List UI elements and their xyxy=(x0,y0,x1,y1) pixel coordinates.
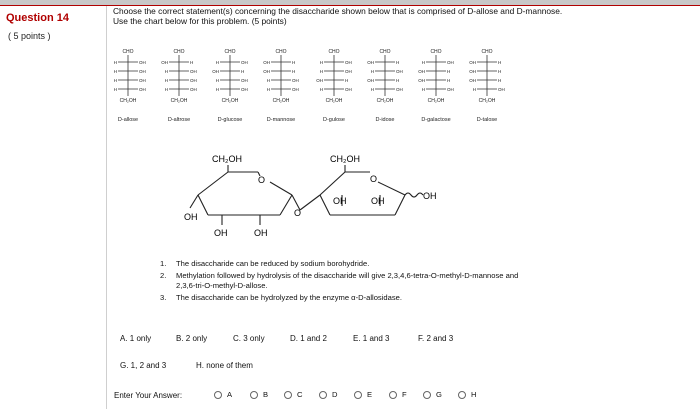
sugar-name-label: D-mannose xyxy=(266,117,296,123)
fischer-left-label: OH xyxy=(469,78,476,83)
fischer-top-group: CHO xyxy=(328,49,340,55)
fischer-bottom-group: CH₂OH xyxy=(170,98,188,104)
ring2-oxygen: O xyxy=(370,174,378,184)
fischer-left-label: OH xyxy=(263,69,270,74)
answer-radio-h[interactable] xyxy=(458,390,476,399)
fischer-right-label: OH xyxy=(190,87,197,92)
ring2-ch2oh: CH₂OH xyxy=(330,154,360,164)
fischer-left-label: H xyxy=(472,87,476,92)
radio-label: C xyxy=(297,390,303,399)
fischer-bottom-group: CH₂OH xyxy=(325,98,343,104)
fischer-right-label: H xyxy=(447,69,451,74)
fischer-bottom-group: CH₂OH xyxy=(272,98,290,104)
answer-radio-c[interactable] xyxy=(284,390,302,399)
statement-list xyxy=(160,259,520,305)
fischer-right-label: OH xyxy=(241,60,248,65)
radio-label: A xyxy=(227,390,233,399)
fischer-left-label: H xyxy=(266,87,270,92)
fischer-top-group: CHO xyxy=(275,49,287,55)
sugar-name-label: D-talose xyxy=(476,117,498,123)
fischer-right-label: H xyxy=(447,78,451,83)
fischer-left-label: H xyxy=(113,78,117,83)
fischer-right-label: OH xyxy=(139,69,146,74)
radio-circle[interactable] xyxy=(389,391,397,399)
statement-number: 2. xyxy=(160,271,167,280)
answer-label: Enter Your Answer: xyxy=(114,391,183,400)
option-c: C. 3 only xyxy=(233,334,265,343)
sugar-name-label: D-allose xyxy=(117,117,139,123)
option-f: F. 2 and 3 xyxy=(418,334,454,343)
fischer-right-label: H xyxy=(190,60,194,65)
radio-circle[interactable] xyxy=(284,391,292,399)
fischer-right-label: H xyxy=(498,69,502,74)
fischer-bottom-group: CH₂OH xyxy=(427,98,445,104)
question-points: ( 5 points ) xyxy=(8,31,51,41)
option-g: G. 1, 2 and 3 xyxy=(120,361,167,370)
fischer-right-label: OH xyxy=(498,87,505,92)
statement-text: Methylation followed by hydrolysis of the disaccharide will give 2,3,4,6-tetra-O-methyl-D-mannose and 2,3,6-tri-O-methyl-D-allose. xyxy=(176,271,519,290)
fischer-right-label: OH xyxy=(241,78,248,83)
fischer-left-label: H xyxy=(319,87,323,92)
fischer-left-label: H xyxy=(266,78,270,83)
radio-circle[interactable] xyxy=(458,391,466,399)
statement-1 xyxy=(160,259,520,269)
ring2-oh-a: OH xyxy=(333,196,347,206)
question-text xyxy=(113,6,693,26)
fischer-left-label: H xyxy=(215,78,219,83)
fischer-left-label: OH xyxy=(469,60,476,65)
statement-text: The disaccharide can be hydrolyzed by the enzyme α-D-allosidase. xyxy=(176,293,402,302)
answer-radio-g[interactable] xyxy=(423,390,442,399)
anomeric-oh: OH xyxy=(423,191,437,201)
fischer-left-label: OH xyxy=(212,69,219,74)
fischer-right-label: H xyxy=(498,78,502,83)
radio-label: F xyxy=(402,390,407,399)
ring1-oh-bottom1: OH xyxy=(214,228,228,238)
fischer-right-label: H xyxy=(498,60,502,65)
fischer-right-label: OH xyxy=(190,69,197,74)
fischer-left-label: OH xyxy=(418,69,425,74)
fischer-right-label: OH xyxy=(241,87,248,92)
option-b: B. 2 only xyxy=(176,334,208,343)
fischer-left-label: H xyxy=(421,60,425,65)
fischer-left-label: OH xyxy=(418,78,425,83)
answer-radio-d[interactable] xyxy=(319,390,337,399)
fischer-left-label: OH xyxy=(469,69,476,74)
fischer-bottom-group: CH₂OH xyxy=(376,98,394,104)
fischer-top-group: CHO xyxy=(481,49,493,55)
sugar-name-label: D-altrose xyxy=(167,117,191,123)
ring2-oh-b: OH xyxy=(371,196,385,206)
fischer-left-label: OH xyxy=(161,60,168,65)
answer-radio-a[interactable] xyxy=(214,390,232,399)
sugar-name-label: D-glucose xyxy=(217,117,243,123)
fischer-top-group: CHO xyxy=(379,49,391,55)
fischer-top-group: CHO xyxy=(430,49,442,55)
sugar-name-label: D-idose xyxy=(375,117,395,123)
fischer-left-label: H xyxy=(421,87,425,92)
fischer-right-label: OH xyxy=(345,69,352,74)
fischer-right-label: OH xyxy=(345,87,352,92)
fischer-left-label: H xyxy=(215,87,219,92)
fischer-right-label: OH xyxy=(139,87,146,92)
sugar-name-label: D-gulose xyxy=(322,117,346,123)
option-e: E. 1 and 3 xyxy=(353,334,390,343)
fischer-left-label: H xyxy=(164,87,168,92)
statement-3 xyxy=(160,293,520,303)
answer-radio-b[interactable] xyxy=(250,390,268,399)
radio-label: D xyxy=(332,390,338,399)
answer-radio-f[interactable] xyxy=(389,390,407,399)
statement-number: 3. xyxy=(160,293,167,302)
statement-text: The disaccharide can be reduced by sodium borohydride. xyxy=(176,259,370,268)
answer-radio-e[interactable] xyxy=(354,390,372,399)
fischer-left-label: H xyxy=(319,60,323,65)
fischer-left-label: H xyxy=(370,87,374,92)
fischer-right-label: H xyxy=(345,78,349,83)
radio-label: G xyxy=(436,390,442,399)
fischer-left-label: H xyxy=(113,60,117,65)
column-divider xyxy=(106,6,107,409)
statement-2 xyxy=(160,271,520,291)
option-h: H. none of them xyxy=(196,361,253,370)
radio-circle[interactable] xyxy=(214,391,222,399)
statement-number: 1. xyxy=(160,259,167,268)
fischer-left-label: OH xyxy=(263,60,270,65)
ring1-oh-left: OH xyxy=(184,212,198,222)
fischer-right-label: OH xyxy=(396,69,403,74)
fischer-left-label: OH xyxy=(367,60,374,65)
fischer-right-label: OH xyxy=(292,87,299,92)
fischer-right-label: H xyxy=(396,78,400,83)
fischer-right-label: OH xyxy=(447,87,454,92)
fischer-projection-chart xyxy=(110,44,700,124)
fischer-right-label: OH xyxy=(292,78,299,83)
question-text-line1: Choose the correct statement(s) concerning the disaccharide shown below that is comprised of D-allose and D-mannose. xyxy=(113,6,563,16)
fischer-left-label: H xyxy=(164,78,168,83)
fischer-bottom-group: CH₂OH xyxy=(221,98,239,104)
radio-label: E xyxy=(367,390,373,399)
sugar-name-label: D-galactose xyxy=(421,117,451,123)
fischer-right-label: OH xyxy=(190,78,197,83)
glycosidic-oxygen: O xyxy=(294,208,302,218)
option-d: D. 1 and 2 xyxy=(290,334,327,343)
ring1-oxygen: O xyxy=(258,175,266,185)
question-title: Question 14 xyxy=(6,12,69,24)
fischer-right-label: OH xyxy=(396,87,403,92)
radio-label: B xyxy=(263,390,269,399)
radio-circle[interactable] xyxy=(354,391,362,399)
fischer-right-label: OH xyxy=(139,78,146,83)
radio-circle[interactable] xyxy=(250,391,258,399)
option-a: A. 1 only xyxy=(120,334,152,343)
fischer-bottom-group: CH₂OH xyxy=(119,98,137,104)
fischer-top-group: CHO xyxy=(224,49,236,55)
ring1-oh-bottom2: OH xyxy=(254,228,268,238)
fischer-top-group: CHO xyxy=(173,49,185,55)
fischer-right-label: H xyxy=(292,60,296,65)
fischer-right-label: OH xyxy=(139,60,146,65)
radio-circle[interactable] xyxy=(319,391,327,399)
fischer-right-label: H xyxy=(396,60,400,65)
fischer-left-label: H xyxy=(215,60,219,65)
fischer-left-label: H xyxy=(319,69,323,74)
fischer-top-group: CHO xyxy=(122,49,134,55)
fischer-left-label: OH xyxy=(316,78,323,83)
fischer-right-label: H xyxy=(241,69,245,74)
fischer-right-label: H xyxy=(292,69,296,74)
fischer-left-label: H xyxy=(370,69,374,74)
ring1-ch2oh: CH₂OH xyxy=(212,154,242,164)
radio-circle[interactable] xyxy=(423,391,431,399)
fischer-right-label: OH xyxy=(345,60,352,65)
disaccharide-structure xyxy=(170,150,470,250)
fischer-left-label: H xyxy=(113,87,117,92)
question-text-line2: Use the chart below for this problem. (5 points) xyxy=(113,16,287,26)
fischer-left-label: H xyxy=(164,69,168,74)
fischer-bottom-group: CH₂OH xyxy=(478,98,496,104)
fischer-right-label: OH xyxy=(447,60,454,65)
radio-label: H xyxy=(471,390,477,399)
fischer-left-label: H xyxy=(113,69,117,74)
fischer-left-label: OH xyxy=(367,78,374,83)
